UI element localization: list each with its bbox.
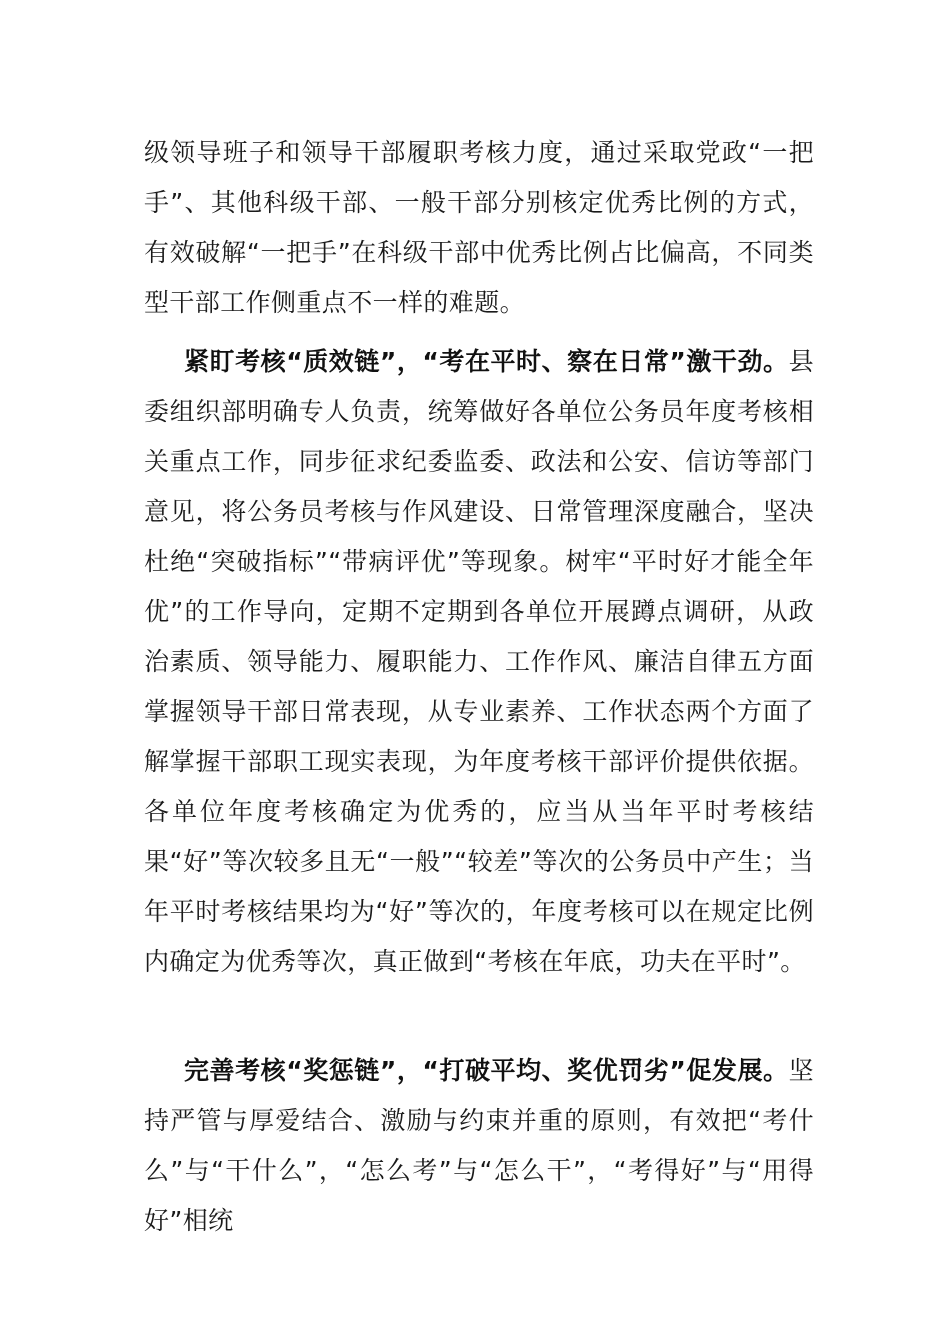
paragraph-2-body: 县委组织部明确专人负责，统筹做好各单位公务员年度考核相关重点工作，同步征求纪委监委、政法和公安、信访等部门意见，将公务员考核与作风建设、日常管理深度融合，坚决杜绝“突破指标”“带病评优”等现象。树牢“平时好才能全年优”的工作导向，定期不定期到各单位开展蹲点调研，从政治素质、领导能力、履职能力、工作作风、廉洁自律五方面掌握领导干部日常表现，从专业素养、工作状态两个方面了解掌握干部职工现实表现，为年度考核干部评价提供依据。各单位年度考核确定为优秀的，应当从当年平时考核结果“好”等次较多且无“一般”“较差”等次的公务员中产生；当年平时考核结果均为“好”等次的，年度考核可以在规定比例内确定为优秀等次，真正做到“考核在年底，功夫在平时”。 [144,347,814,976]
paragraph-3-text [144,1046,814,1246]
paragraph-2-lead-heading: 紧盯考核“质效链”，“考在平时、察在日常”激干劲。 [184,347,789,376]
paragraph-3-body: 坚持严管与厚爱结合、激励与约束并重的原则，有效把“考什么”与“干什么”，“怎么考”与“怎么干”，“考得好”与“用得好”相统 [144,1056,814,1235]
paragraph-1 [144,128,814,328]
paragraph-1-text [144,128,814,328]
paragraph-3-lead-heading: 完善考核“奖惩链”，“打破平均、奖优罚劣”促发展。 [184,1056,789,1085]
paragraph-2-text [144,337,814,987]
paragraph-2 [144,337,814,987]
paragraph-3 [144,1046,814,1246]
paragraph-1-body: 级领导班子和领导干部履职考核力度，通过采取党政“一把手”、其他科级干部、一般干部分别核定优秀比例的方式，有效破解“一把手”在科级干部中优秀比例占比偏高，不同类型干部工作侧重点不一样的难题。 [144,138,814,317]
